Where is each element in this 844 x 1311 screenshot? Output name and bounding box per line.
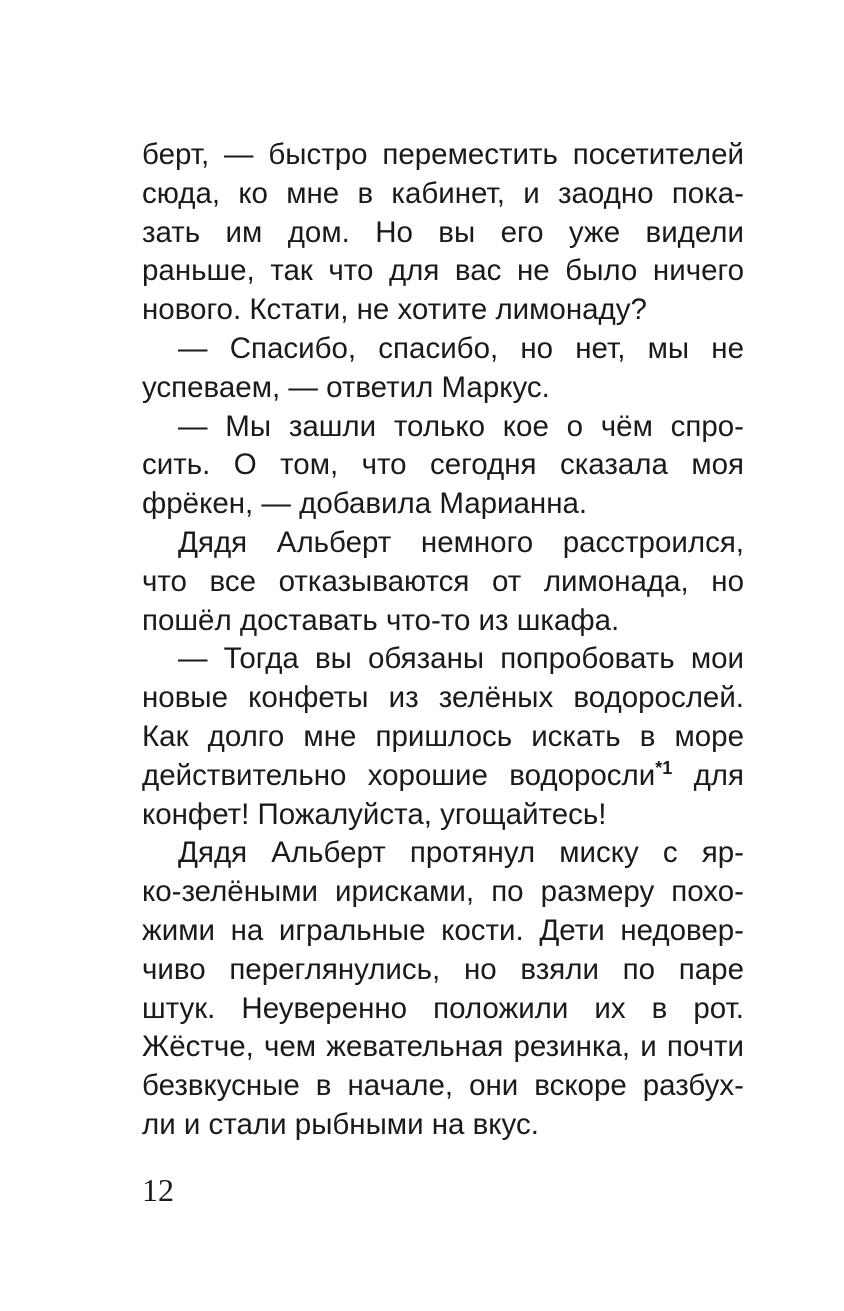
text-line: жими на игральные кости. Дети недовер-	[142, 913, 744, 947]
text-line: новые конфеты из зелёных водорослей.	[142, 681, 744, 715]
text-line	[142, 757, 744, 796]
text-line: пошёл доставать что-то из шкафа.	[142, 603, 620, 637]
text-line: Жёстче, чем жевательная резинка, и почти	[142, 1030, 744, 1064]
text-line: сюда, ко мне в кабинет, и заодно пока-	[142, 176, 744, 210]
text-line: Дядя Альберт немного расстроился,	[178, 525, 744, 559]
text-line: — Тогда вы обязаны попробовать мои	[178, 642, 744, 676]
text-line: фрёкен, — добавила Марианна.	[142, 487, 588, 521]
text-line: безвкусные в начале, они вскоре разбух-	[142, 1069, 744, 1103]
text-line-segment: для	[672, 758, 744, 792]
text-line: чиво переглянулись, но взяли по паре	[142, 952, 744, 986]
text-line: ко-зелёными ирисками, по размеру похо-	[142, 875, 744, 909]
footnote-marker[interactable]: *1	[655, 757, 673, 778]
text-line: что все отказываются от лимонада, но	[142, 564, 744, 598]
text-line: успеваем, — ответил Маркус.	[142, 370, 550, 404]
body-text	[142, 136, 744, 1145]
text-line: нового. Кстати, не хотите лимонаду?	[142, 293, 647, 327]
text-line: — Мы зашли только кое о чём спро-	[178, 409, 744, 443]
page-number: 12	[142, 1172, 174, 1208]
text-line: — Спасибо, спасибо, но нет, мы не	[178, 331, 744, 365]
text-line: берт, — быстро переместить посетителей	[142, 138, 744, 171]
text-line: Как долго мне пришлось искать в море	[142, 719, 744, 753]
text-line: конфет! Пожалуйста, угощайтесь!	[142, 797, 607, 831]
text-line: зать им дом. Но вы его уже видели	[142, 215, 744, 249]
text-line: раньше, так что для вас не было ничего	[142, 254, 744, 288]
text-line-segment: действительно хорошие водоросли	[142, 758, 656, 792]
text-line: ли и стали рыбными на вкус.	[142, 1107, 539, 1141]
text-line: сить. О том, что сегодня сказала моя	[142, 448, 744, 482]
text-line: штук. Неуверенно положили их в рот.	[142, 991, 744, 1025]
text-line: Дядя Альберт протянул миску с яр-	[178, 836, 744, 870]
